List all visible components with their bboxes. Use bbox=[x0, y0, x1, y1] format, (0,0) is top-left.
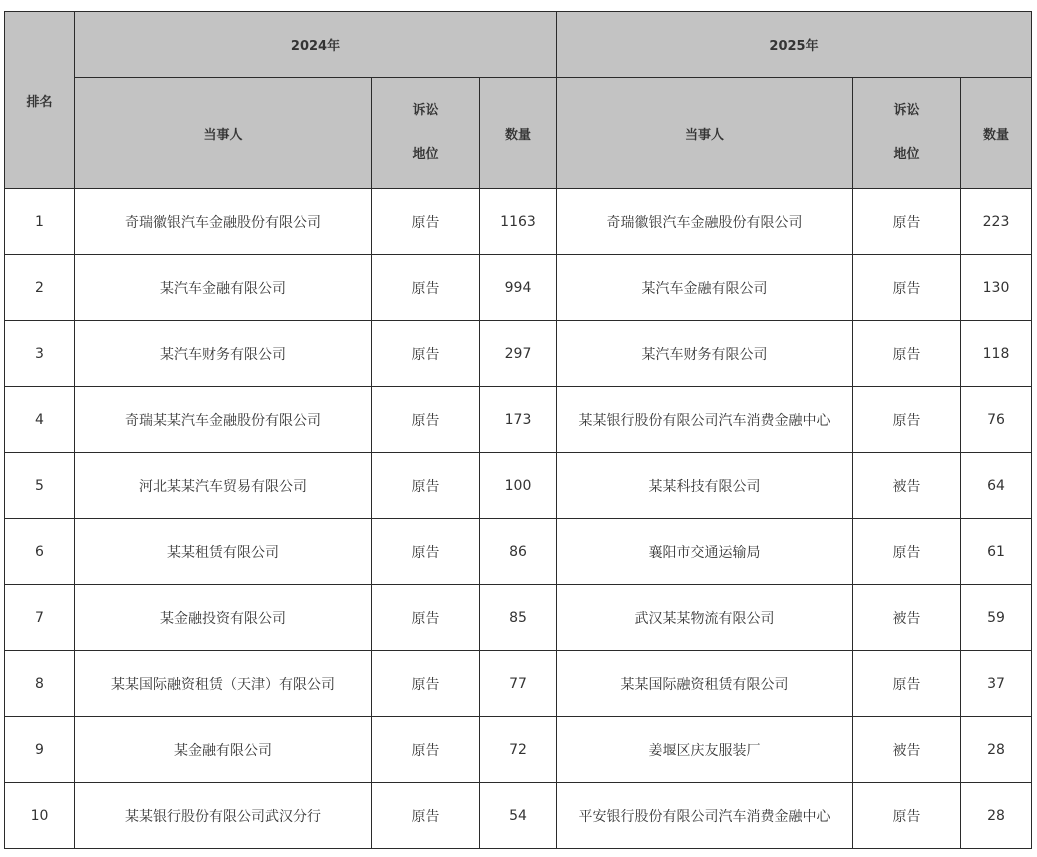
count-2024-cell: 100 bbox=[480, 453, 557, 519]
header-party-2024: 当事人 bbox=[75, 78, 372, 189]
rank-cell: 10 bbox=[5, 783, 75, 849]
table-row bbox=[5, 717, 1032, 783]
party-2024-cell: 奇瑞徽银汽车金融股份有限公司 bbox=[75, 189, 372, 255]
party-2024-cell: 某某银行股份有限公司武汉分行 bbox=[75, 783, 372, 849]
count-2024-cell: 1163 bbox=[480, 189, 557, 255]
role-2024-cell: 原告 bbox=[372, 717, 480, 783]
role-2024-cell: 原告 bbox=[372, 321, 480, 387]
role-2024-cell: 原告 bbox=[372, 387, 480, 453]
count-2025-cell: 76 bbox=[961, 387, 1032, 453]
rank-cell: 4 bbox=[5, 387, 75, 453]
role-2024-cell: 原告 bbox=[372, 255, 480, 321]
role-2024-cell: 原告 bbox=[372, 783, 480, 849]
party-2025-cell: 襄阳市交通运输局 bbox=[557, 519, 853, 585]
role-2024-cell: 原告 bbox=[372, 651, 480, 717]
table-row bbox=[5, 585, 1032, 651]
count-2024-cell: 173 bbox=[480, 387, 557, 453]
party-2024-cell: 某金融投资有限公司 bbox=[75, 585, 372, 651]
table-row bbox=[5, 189, 1032, 255]
role-2025-cell: 原告 bbox=[853, 387, 961, 453]
party-2025-cell: 某汽车金融有限公司 bbox=[557, 255, 853, 321]
party-2024-cell: 河北某某汽车贸易有限公司 bbox=[75, 453, 372, 519]
rank-cell: 2 bbox=[5, 255, 75, 321]
role-2024-cell: 原告 bbox=[372, 585, 480, 651]
rank-cell: 7 bbox=[5, 585, 75, 651]
rank-cell: 6 bbox=[5, 519, 75, 585]
header-row-years bbox=[5, 12, 1032, 78]
table-row bbox=[5, 783, 1032, 849]
count-2024-cell: 72 bbox=[480, 717, 557, 783]
count-2024-cell: 77 bbox=[480, 651, 557, 717]
header-role-line2: 地位 bbox=[893, 147, 920, 162]
role-2024-cell: 原告 bbox=[372, 519, 480, 585]
party-2025-cell: 某汽车财务有限公司 bbox=[557, 321, 853, 387]
count-2024-cell: 54 bbox=[480, 783, 557, 849]
count-2024-cell: 86 bbox=[480, 519, 557, 585]
table-row bbox=[5, 387, 1032, 453]
count-2025-cell: 223 bbox=[961, 189, 1032, 255]
party-2024-cell: 某金融有限公司 bbox=[75, 717, 372, 783]
role-2024-cell: 原告 bbox=[372, 453, 480, 519]
party-2025-cell: 某某国际融资租赁有限公司 bbox=[557, 651, 853, 717]
party-2024-cell: 奇瑞某某汽车金融股份有限公司 bbox=[75, 387, 372, 453]
role-2025-cell: 原告 bbox=[853, 783, 961, 849]
count-2025-cell: 28 bbox=[961, 717, 1032, 783]
header-year-2024: 2024年 bbox=[75, 12, 557, 78]
header-row-columns bbox=[5, 78, 1032, 189]
party-2025-cell: 奇瑞徽银汽车金融股份有限公司 bbox=[557, 189, 853, 255]
rank-cell: 1 bbox=[5, 189, 75, 255]
party-2024-cell: 某某租赁有限公司 bbox=[75, 519, 372, 585]
count-2024-cell: 85 bbox=[480, 585, 557, 651]
table-row bbox=[5, 255, 1032, 321]
header-role-2024 bbox=[372, 78, 480, 189]
rank-cell: 8 bbox=[5, 651, 75, 717]
role-2025-cell: 被告 bbox=[853, 717, 961, 783]
party-2025-cell: 某某银行股份有限公司汽车消费金融中心 bbox=[557, 387, 853, 453]
role-2025-cell: 原告 bbox=[853, 321, 961, 387]
role-2025-cell: 原告 bbox=[853, 255, 961, 321]
header-party-2025: 当事人 bbox=[557, 78, 853, 189]
role-2025-cell: 原告 bbox=[853, 651, 961, 717]
party-2024-cell: 某汽车财务有限公司 bbox=[75, 321, 372, 387]
party-2024-cell: 某某国际融资租赁（天津）有限公司 bbox=[75, 651, 372, 717]
rank-cell: 5 bbox=[5, 453, 75, 519]
party-2025-cell: 平安银行股份有限公司汽车消费金融中心 bbox=[557, 783, 853, 849]
party-2025-cell: 某某科技有限公司 bbox=[557, 453, 853, 519]
party-2025-cell: 姜堰区庆友服装厂 bbox=[557, 717, 853, 783]
table-row bbox=[5, 519, 1032, 585]
count-2025-cell: 61 bbox=[961, 519, 1032, 585]
role-2025-cell: 被告 bbox=[853, 453, 961, 519]
header-rank: 排名 bbox=[5, 12, 75, 189]
header-role-line1: 诉讼 bbox=[412, 103, 439, 118]
header-year-2025: 2025年 bbox=[557, 12, 1032, 78]
count-2025-cell: 130 bbox=[961, 255, 1032, 321]
count-2025-cell: 37 bbox=[961, 651, 1032, 717]
role-2025-cell: 原告 bbox=[853, 519, 961, 585]
role-2024-cell: 原告 bbox=[372, 189, 480, 255]
count-2024-cell: 297 bbox=[480, 321, 557, 387]
header-role-line1: 诉讼 bbox=[893, 103, 920, 118]
role-2025-cell: 被告 bbox=[853, 585, 961, 651]
party-2025-cell: 武汉某某物流有限公司 bbox=[557, 585, 853, 651]
header-count-2024: 数量 bbox=[480, 78, 557, 189]
header-role-2025 bbox=[853, 78, 961, 189]
ranking-table bbox=[4, 11, 1032, 849]
count-2025-cell: 118 bbox=[961, 321, 1032, 387]
rank-cell: 9 bbox=[5, 717, 75, 783]
header-count-2025: 数量 bbox=[961, 78, 1032, 189]
table-row bbox=[5, 651, 1032, 717]
count-2025-cell: 59 bbox=[961, 585, 1032, 651]
header-role-line2: 地位 bbox=[412, 147, 439, 162]
party-2024-cell: 某汽车金融有限公司 bbox=[75, 255, 372, 321]
table-row bbox=[5, 321, 1032, 387]
table-row bbox=[5, 453, 1032, 519]
role-2025-cell: 原告 bbox=[853, 189, 961, 255]
count-2025-cell: 28 bbox=[961, 783, 1032, 849]
rank-cell: 3 bbox=[5, 321, 75, 387]
count-2025-cell: 64 bbox=[961, 453, 1032, 519]
count-2024-cell: 994 bbox=[480, 255, 557, 321]
